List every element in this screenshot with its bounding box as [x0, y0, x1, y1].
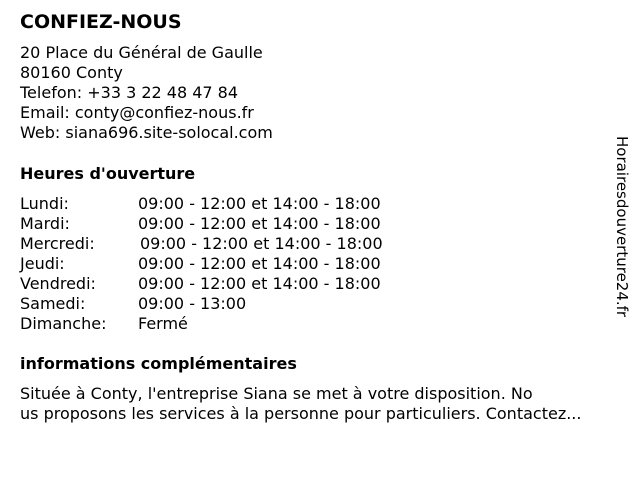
day-label: Dimanche: — [20, 314, 107, 333]
web-text: Web: siana696.site-solocal.com — [20, 123, 273, 142]
phone-text: Telefon: +33 3 22 48 47 84 — [20, 83, 239, 102]
contact-block — [20, 43, 273, 143]
day-label: Vendredi: — [20, 274, 96, 293]
time-value: 09:00 - 12:00 et 14:00 - 18:00 — [138, 254, 381, 273]
info-line: Située à Conty, l'entreprise Siana se met à votre disposition. No — [20, 384, 533, 403]
day-label: Lundi: — [20, 194, 69, 213]
day-label: Mercredi: — [20, 234, 95, 253]
info-line: us proposons les services à la personne pour particuliers. Contactez... — [20, 404, 582, 423]
hours-heading: Heures d'ouverture — [20, 164, 196, 183]
time-value: 09:00 - 13:00 — [138, 294, 247, 313]
day-label: Jeudi: — [20, 254, 65, 273]
time-value: 09:00 - 12:00 et 14:00 - 18:00 — [138, 214, 381, 233]
time-value: Fermé — [138, 314, 188, 333]
address-city: 80160 Conty — [20, 63, 123, 82]
day-label: Mardi: — [20, 214, 70, 233]
info-heading: informations complémentaires — [20, 354, 297, 373]
time-value: 09:00 - 12:00 et 14:00 - 18:00 — [140, 234, 383, 253]
site-watermark: Horairesdouverture24.fr — [613, 136, 631, 318]
email-text: Email: conty@confiez-nous.fr — [20, 103, 254, 122]
time-value: 09:00 - 12:00 et 14:00 - 18:00 — [138, 274, 381, 293]
time-value: 09:00 - 12:00 et 14:00 - 18:00 — [138, 194, 381, 213]
info-description — [20, 384, 581, 424]
address-street: 20 Place du Général de Gaulle — [20, 43, 263, 62]
day-label: Samedi: — [20, 294, 86, 313]
business-name: CONFIEZ-NOUS — [20, 11, 182, 33]
